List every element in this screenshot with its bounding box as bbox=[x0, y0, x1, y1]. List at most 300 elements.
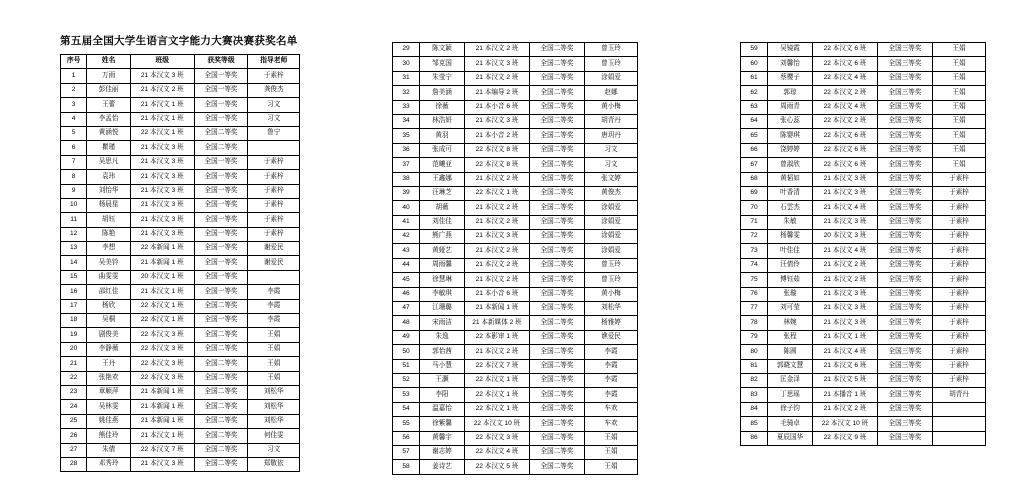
cell-teacher: 谢爱民 bbox=[248, 256, 300, 270]
cell-no: 76 bbox=[741, 287, 768, 301]
cell-name: 叶佳佳 bbox=[768, 244, 813, 258]
page-title: 第五届全国大学生语言文字能力大赛决赛获奖名单 bbox=[60, 35, 298, 47]
cell-teacher: 李霞 bbox=[585, 388, 638, 402]
cell-no: 81 bbox=[741, 359, 768, 373]
cell-no: 35 bbox=[393, 129, 420, 143]
cell-award: 全国二等奖 bbox=[530, 172, 585, 186]
cell-teacher: 王娟 bbox=[248, 328, 300, 342]
cell-name: 杨欣 bbox=[87, 299, 131, 313]
cell-teacher: 刘松华 bbox=[248, 414, 300, 428]
cell-teacher: 王娟 bbox=[248, 357, 300, 371]
table-row bbox=[741, 287, 986, 301]
cell-name: 杨馨雯 bbox=[768, 230, 813, 244]
cell-award: 全国一等奖 bbox=[194, 98, 248, 112]
cell-name: 章顺萍 bbox=[87, 385, 131, 399]
cell-name: 刘佳佳 bbox=[420, 215, 465, 229]
cell-name: 詹美涵 bbox=[420, 86, 465, 100]
cell-name: 张璇 bbox=[768, 287, 813, 301]
cell-award: 全国三等奖 bbox=[878, 402, 933, 416]
cell-no: 27 bbox=[61, 443, 87, 457]
cell-class: 22 本汉文 1 班 bbox=[130, 314, 194, 328]
cell-teacher: 涂娟爱 bbox=[585, 71, 638, 85]
cell-teacher: 李霞 bbox=[585, 345, 638, 359]
cell-no: 49 bbox=[393, 330, 420, 344]
table-row bbox=[393, 172, 638, 186]
cell-name: 毛骑卓 bbox=[768, 417, 813, 431]
cell-class: 21 本汉文 3 班 bbox=[130, 457, 194, 471]
cell-award: 全国二等奖 bbox=[194, 371, 248, 385]
cell-teacher: 于素梓 bbox=[933, 244, 986, 258]
cell-name: 邵红佳 bbox=[87, 285, 131, 299]
cell-name: 彭佳丽 bbox=[87, 83, 131, 97]
cell-teacher: 于素梓 bbox=[248, 213, 300, 227]
table-row bbox=[61, 83, 300, 97]
table-row bbox=[741, 57, 986, 71]
table-row bbox=[393, 402, 638, 416]
cell-name: 陈艳 bbox=[87, 227, 131, 241]
cell-no: 33 bbox=[393, 100, 420, 114]
cell-no: 43 bbox=[393, 244, 420, 258]
cell-name: 胡钰 bbox=[87, 213, 131, 227]
table-row bbox=[61, 457, 300, 471]
cell-teacher: 胡青丹 bbox=[933, 388, 986, 402]
cell-teacher: 于素梓 bbox=[933, 273, 986, 287]
cell-class: 21 本汉文 2 班 bbox=[465, 201, 530, 215]
cell-teacher: 王娟 bbox=[933, 71, 986, 85]
cell-award: 全国三等奖 bbox=[878, 86, 933, 100]
cell-award: 全国一等奖 bbox=[194, 155, 248, 169]
cell-class: 21 本汉文 1 班 bbox=[130, 429, 194, 443]
cell-name: 吴美钤 bbox=[87, 256, 131, 270]
cell-award: 全国二等奖 bbox=[530, 143, 585, 157]
cell-award: 全国一等奖 bbox=[194, 285, 248, 299]
table-row bbox=[393, 330, 638, 344]
table-row bbox=[741, 359, 986, 373]
cell-award: 全国三等奖 bbox=[878, 388, 933, 402]
header-name: 姓名 bbox=[87, 55, 131, 69]
awards-table-1 bbox=[60, 54, 300, 472]
table-row bbox=[393, 258, 638, 272]
cell-award: 全国二等奖 bbox=[194, 342, 248, 356]
table-row bbox=[393, 244, 638, 258]
cell-name: 石雲杰 bbox=[768, 201, 813, 215]
cell-no: 14 bbox=[61, 256, 87, 270]
cell-award: 全国二等奖 bbox=[530, 186, 585, 200]
table-row bbox=[741, 129, 986, 143]
cell-no: 26 bbox=[61, 429, 87, 443]
cell-name: 饶婷婷 bbox=[768, 143, 813, 157]
table-row bbox=[393, 114, 638, 128]
cell-award: 全国一等奖 bbox=[194, 184, 248, 198]
cell-no: 24 bbox=[61, 400, 87, 414]
cell-name: 郭琼 bbox=[768, 86, 813, 100]
cell-teacher: 王娟 bbox=[585, 460, 638, 474]
cell-no: 46 bbox=[393, 287, 420, 301]
cell-name: 朱倩 bbox=[87, 443, 131, 457]
cell-award: 全国二等奖 bbox=[530, 273, 585, 287]
cell-teacher: 于素梓 bbox=[933, 230, 986, 244]
cell-teacher: 王娟 bbox=[933, 43, 986, 57]
table-row bbox=[61, 112, 300, 126]
table-row bbox=[393, 388, 638, 402]
cell-no: 70 bbox=[741, 201, 768, 215]
cell-class: 22 本汉文 1 班 bbox=[130, 126, 194, 140]
cell-class: 21 本汉文 2 班 bbox=[465, 258, 530, 272]
cell-name: 黄韬如 bbox=[768, 172, 813, 186]
cell-teacher: 曾玉玲 bbox=[585, 57, 638, 71]
table-row bbox=[61, 170, 300, 184]
cell-teacher: 郑敬依 bbox=[248, 457, 300, 471]
cell-teacher bbox=[933, 417, 986, 431]
cell-class: 22 本汉文 3 班 bbox=[130, 357, 194, 371]
cell-class: 21 本汉文 2 班 bbox=[465, 172, 530, 186]
table-row bbox=[393, 100, 638, 114]
cell-award: 全国一等奖 bbox=[194, 270, 248, 284]
cell-teacher: 于素梓 bbox=[248, 170, 300, 184]
cell-name: 李静薇 bbox=[87, 342, 131, 356]
cell-no: 17 bbox=[61, 299, 87, 313]
cell-award: 全国三等奖 bbox=[878, 417, 933, 431]
cell-name: 吴林雯 bbox=[87, 400, 131, 414]
cell-name: 李敏琪 bbox=[420, 287, 465, 301]
cell-award: 全国二等奖 bbox=[530, 57, 585, 71]
cell-class: 21 本汉文 3 班 bbox=[130, 155, 194, 169]
cell-teacher: 王娟 bbox=[933, 158, 986, 172]
cell-award: 全国二等奖 bbox=[530, 359, 585, 373]
cell-teacher: 车欢 bbox=[585, 402, 638, 416]
cell-teacher: 王娟 bbox=[933, 100, 986, 114]
cell-class: 21 本汉文 2 班 bbox=[813, 273, 878, 287]
cell-no: 32 bbox=[393, 86, 420, 100]
cell-teacher: 于素梓 bbox=[933, 215, 986, 229]
cell-award: 全国二等奖 bbox=[194, 357, 248, 371]
cell-name: 周雨青 bbox=[768, 100, 813, 114]
cell-no: 52 bbox=[393, 373, 420, 387]
cell-name: 刘馨怡 bbox=[768, 57, 813, 71]
cell-class: 21 本汉文 3 班 bbox=[465, 57, 530, 71]
table-header-row bbox=[61, 55, 300, 69]
cell-class: 21 本新媒体 2 班 bbox=[465, 316, 530, 330]
table-row bbox=[61, 256, 300, 270]
cell-no: 30 bbox=[393, 57, 420, 71]
cell-name: 曾淑欣 bbox=[768, 158, 813, 172]
table-row bbox=[61, 429, 300, 443]
cell-teacher: 李霞 bbox=[585, 373, 638, 387]
table-row bbox=[61, 270, 300, 284]
cell-name: 张程 bbox=[768, 330, 813, 344]
cell-name: 刘可莹 bbox=[768, 302, 813, 316]
cell-name: 徐子钧 bbox=[768, 402, 813, 416]
table-row bbox=[393, 158, 638, 172]
cell-no: 38 bbox=[393, 172, 420, 186]
cell-class: 21 本汉文 3 班 bbox=[813, 287, 878, 301]
cell-class: 22 本汉文 6 班 bbox=[813, 143, 878, 157]
cell-teacher: 胡青丹 bbox=[585, 114, 638, 128]
cell-no: 15 bbox=[61, 270, 87, 284]
table-row bbox=[393, 373, 638, 387]
cell-teacher: 张文婷 bbox=[585, 172, 638, 186]
table-row bbox=[393, 215, 638, 229]
cell-award: 全国三等奖 bbox=[878, 129, 933, 143]
cell-award: 全国二等奖 bbox=[530, 431, 585, 445]
cell-name: 张艳欢 bbox=[87, 371, 131, 385]
cell-class: 21 本汉文 3 班 bbox=[465, 230, 530, 244]
cell-class: 22 本汉文 4 班 bbox=[813, 100, 878, 114]
cell-name: 黄羽 bbox=[420, 129, 465, 143]
cell-award: 全国三等奖 bbox=[878, 244, 933, 258]
cell-class: 21 本新闻 1 班 bbox=[465, 302, 530, 316]
table-row bbox=[61, 414, 300, 428]
cell-award: 全国三等奖 bbox=[878, 186, 933, 200]
cell-no: 8 bbox=[61, 170, 87, 184]
table-row bbox=[393, 431, 638, 445]
cell-teacher: 赵娜 bbox=[585, 86, 638, 100]
cell-class: 22 本汉文 3 班 bbox=[130, 342, 194, 356]
table-row bbox=[393, 417, 638, 431]
cell-name: 李阳 bbox=[420, 388, 465, 402]
table-row bbox=[61, 314, 300, 328]
cell-class: 21 本汉文 3 班 bbox=[130, 141, 194, 155]
cell-class: 22 本汉文 3 班 bbox=[465, 431, 530, 445]
cell-name: 朱逸 bbox=[420, 330, 465, 344]
cell-class: 21 本汉文 2 班 bbox=[465, 244, 530, 258]
cell-teacher: 黄俊杰 bbox=[585, 186, 638, 200]
cell-no: 47 bbox=[393, 302, 420, 316]
cell-name: 郭怡茜 bbox=[420, 345, 465, 359]
cell-teacher: 于素梓 bbox=[933, 186, 986, 200]
table-row bbox=[393, 86, 638, 100]
cell-class: 22 本汉文 2 班 bbox=[813, 86, 878, 100]
cell-no: 19 bbox=[61, 328, 87, 342]
cell-name: 王丹 bbox=[87, 357, 131, 371]
cell-award: 全国三等奖 bbox=[878, 345, 933, 359]
cell-name: 丁思瑶 bbox=[768, 388, 813, 402]
cell-class: 22 本汉文 8 班 bbox=[465, 143, 530, 157]
cell-no: 73 bbox=[741, 244, 768, 258]
cell-teacher: 龚俊杰 bbox=[248, 83, 300, 97]
table-row bbox=[393, 143, 638, 157]
cell-no: 56 bbox=[393, 431, 420, 445]
cell-class: 21 本新闻 1 班 bbox=[130, 400, 194, 414]
cell-no: 37 bbox=[393, 158, 420, 172]
table-row bbox=[393, 230, 638, 244]
cell-name: 叶香清 bbox=[768, 186, 813, 200]
table-row bbox=[741, 158, 986, 172]
cell-teacher: 刘松华 bbox=[248, 385, 300, 399]
cell-no: 22 bbox=[61, 371, 87, 385]
cell-teacher: 于素梓 bbox=[933, 373, 986, 387]
cell-award: 全国三等奖 bbox=[878, 302, 933, 316]
cell-award: 全国二等奖 bbox=[530, 302, 585, 316]
cell-teacher: 于素梓 bbox=[933, 258, 986, 272]
table-row bbox=[741, 172, 986, 186]
cell-class: 21 本汉文 4 班 bbox=[813, 345, 878, 359]
cell-teacher: 刘松华 bbox=[248, 400, 300, 414]
table-body-1 bbox=[61, 69, 300, 472]
cell-no: 18 bbox=[61, 314, 87, 328]
table-row bbox=[741, 302, 986, 316]
table-row bbox=[393, 273, 638, 287]
cell-no: 63 bbox=[741, 100, 768, 114]
cell-teacher: 鲁宁 bbox=[248, 126, 300, 140]
cell-award: 全国二等奖 bbox=[530, 388, 585, 402]
table-row bbox=[61, 98, 300, 112]
cell-teacher: 于素梓 bbox=[933, 359, 986, 373]
cell-name: 匡金泽 bbox=[768, 373, 813, 387]
cell-teacher: 王娟 bbox=[933, 114, 986, 128]
cell-class: 21 本小音 6 班 bbox=[465, 287, 530, 301]
cell-award: 全国二等奖 bbox=[530, 201, 585, 215]
table-row bbox=[393, 43, 638, 57]
cell-award: 全国二等奖 bbox=[530, 373, 585, 387]
cell-no: 85 bbox=[741, 417, 768, 431]
cell-award: 全国三等奖 bbox=[878, 330, 933, 344]
cell-class: 22 本汉文 7 班 bbox=[465, 359, 530, 373]
cell-award: 全国三等奖 bbox=[878, 158, 933, 172]
cell-class: 22 本汉文 3 班 bbox=[130, 328, 194, 342]
cell-no: 48 bbox=[393, 316, 420, 330]
table-row bbox=[741, 431, 986, 445]
table-row bbox=[393, 359, 638, 373]
cell-name: 吴思凡 bbox=[87, 155, 131, 169]
cell-award: 全国三等奖 bbox=[878, 201, 933, 215]
cell-name: 黄娅艺 bbox=[420, 244, 465, 258]
cell-no: 1 bbox=[61, 69, 87, 83]
cell-name: 周雨馨 bbox=[420, 258, 465, 272]
cell-award: 全国二等奖 bbox=[194, 414, 248, 428]
table-row bbox=[741, 186, 986, 200]
table-row bbox=[741, 244, 986, 258]
cell-award: 全国二等奖 bbox=[530, 445, 585, 459]
cell-name: 姚佳燕 bbox=[87, 414, 131, 428]
cell-no: 21 bbox=[61, 357, 87, 371]
cell-name: 郭晓文慧 bbox=[768, 359, 813, 373]
cell-no: 34 bbox=[393, 114, 420, 128]
cell-class: 21 本小音 2 班 bbox=[465, 129, 530, 143]
cell-name: 李孟怡 bbox=[87, 112, 131, 126]
cell-award: 全国二等奖 bbox=[530, 345, 585, 359]
cell-no: 75 bbox=[741, 273, 768, 287]
cell-teacher: 王娟 bbox=[933, 57, 986, 71]
cell-no: 54 bbox=[393, 402, 420, 416]
cell-no: 84 bbox=[741, 402, 768, 416]
awards-table-2 bbox=[392, 42, 638, 475]
cell-teacher bbox=[248, 270, 300, 284]
cell-name: 温嘉怡 bbox=[420, 402, 465, 416]
table-row bbox=[393, 445, 638, 459]
cell-no: 72 bbox=[741, 230, 768, 244]
table-row bbox=[741, 258, 986, 272]
cell-award: 全国三等奖 bbox=[878, 114, 933, 128]
cell-teacher: 于素梓 bbox=[248, 184, 300, 198]
table-row bbox=[61, 198, 300, 212]
cell-no: 55 bbox=[393, 417, 420, 431]
table-row bbox=[61, 141, 300, 155]
cell-teacher: 于素梓 bbox=[933, 316, 986, 330]
cell-award: 全国二等奖 bbox=[530, 402, 585, 416]
cell-teacher: 于素梓 bbox=[933, 287, 986, 301]
cell-no: 13 bbox=[61, 242, 87, 256]
table-row bbox=[741, 230, 986, 244]
table-row bbox=[393, 345, 638, 359]
cell-award: 全国三等奖 bbox=[878, 431, 933, 445]
cell-no: 53 bbox=[393, 388, 420, 402]
table-row bbox=[61, 299, 300, 313]
cell-award: 全国二等奖 bbox=[530, 114, 585, 128]
cell-name: 王蕾 bbox=[87, 98, 131, 112]
cell-class: 21 本汉文 3 班 bbox=[130, 213, 194, 227]
cell-no: 16 bbox=[61, 285, 87, 299]
header-no: 序号 bbox=[61, 55, 87, 69]
cell-teacher: 王娟 bbox=[585, 431, 638, 445]
cell-class: 22 本汉文 6 班 bbox=[813, 129, 878, 143]
cell-award: 全国二等奖 bbox=[530, 129, 585, 143]
table-row bbox=[393, 129, 638, 143]
cell-name: 宋雨洁 bbox=[420, 316, 465, 330]
cell-teacher: 习文 bbox=[248, 112, 300, 126]
table-row bbox=[741, 114, 986, 128]
cell-teacher: 车欢 bbox=[585, 417, 638, 431]
cell-class: 21 本汉文 2 班 bbox=[465, 273, 530, 287]
cell-award: 全国二等奖 bbox=[530, 258, 585, 272]
cell-class: 21 本汉文 3 班 bbox=[813, 316, 878, 330]
cell-teacher: 李霞 bbox=[248, 299, 300, 313]
cell-name: 吴镜霞 bbox=[768, 43, 813, 57]
cell-no: 36 bbox=[393, 143, 420, 157]
column-1 bbox=[60, 33, 300, 472]
cell-award: 全国二等奖 bbox=[194, 385, 248, 399]
cell-no: 59 bbox=[741, 43, 768, 57]
table-row bbox=[61, 400, 300, 414]
cell-name: 万雨 bbox=[87, 69, 131, 83]
cell-award: 全国三等奖 bbox=[878, 143, 933, 157]
cell-name: 汪倩伶 bbox=[768, 258, 813, 272]
cell-teacher: 涂娟爱 bbox=[585, 201, 638, 215]
cell-award: 全国二等奖 bbox=[194, 328, 248, 342]
cell-no: 12 bbox=[61, 227, 87, 241]
table-row bbox=[741, 215, 986, 229]
cell-name: 邹克国 bbox=[420, 57, 465, 71]
table-row bbox=[741, 402, 986, 416]
cell-no: 50 bbox=[393, 345, 420, 359]
cell-class: 20 本汉文 1 班 bbox=[130, 270, 194, 284]
cell-award: 全国三等奖 bbox=[878, 57, 933, 71]
cell-name: 范曦亚 bbox=[420, 158, 465, 172]
cell-no: 79 bbox=[741, 330, 768, 344]
cell-name: 邓秀玲 bbox=[87, 457, 131, 471]
cell-teacher bbox=[933, 431, 986, 445]
cell-name: 袁玮 bbox=[87, 170, 131, 184]
table-row bbox=[61, 357, 300, 371]
cell-no: 10 bbox=[61, 198, 87, 212]
table-row bbox=[61, 213, 300, 227]
cell-teacher: 谢爱民 bbox=[248, 242, 300, 256]
cell-name: 黄馨宇 bbox=[420, 431, 465, 445]
cell-name: 剧俊美 bbox=[87, 328, 131, 342]
cell-name: 刘怡华 bbox=[87, 184, 131, 198]
cell-class: 21 本汉文 2 班 bbox=[465, 43, 530, 57]
cell-no: 60 bbox=[741, 57, 768, 71]
cell-name: 熊广燕 bbox=[420, 230, 465, 244]
cell-award: 全国二等奖 bbox=[194, 141, 248, 155]
cell-class: 22 本汉文 1 班 bbox=[465, 186, 530, 200]
cell-no: 69 bbox=[741, 186, 768, 200]
cell-award: 全国二等奖 bbox=[194, 443, 248, 457]
cell-award: 全国二等奖 bbox=[530, 71, 585, 85]
table-row bbox=[741, 71, 986, 85]
cell-award: 全国二等奖 bbox=[194, 126, 248, 140]
table-row bbox=[393, 186, 638, 200]
